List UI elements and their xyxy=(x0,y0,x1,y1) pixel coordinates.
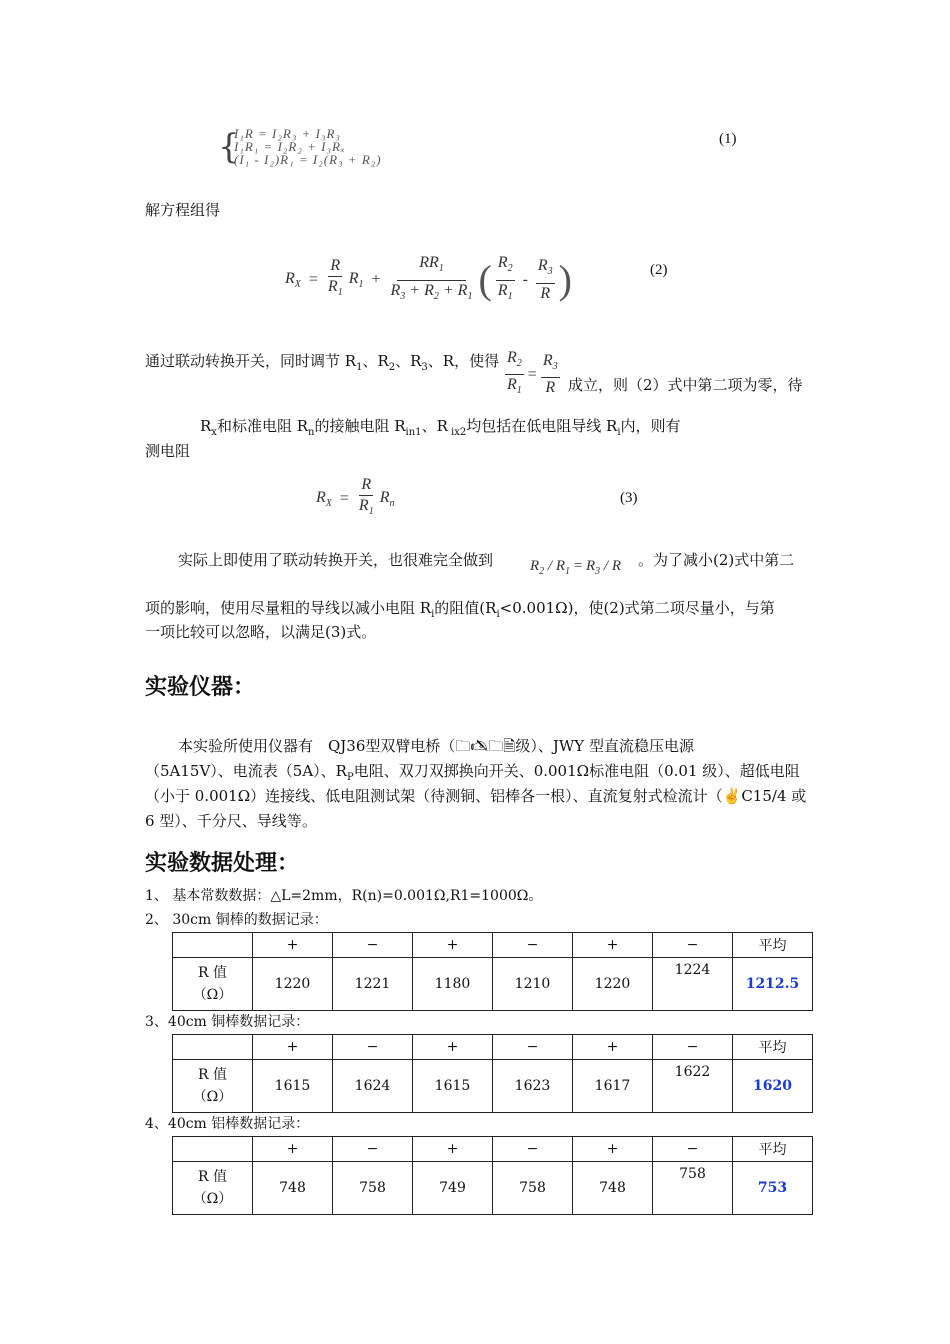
table-header-cell xyxy=(173,1137,253,1162)
table-cell: 1220 xyxy=(253,958,333,1011)
instruments-line: 本实验所使用仪器有 QJ36型双臂电桥（🗀🖎🗀🗎级）、JWY 型直流稳压电源 xyxy=(178,737,694,755)
equation-1-line: (I₁ - I₂)R₁ = I₂(R₃ + R₂) xyxy=(234,152,382,167)
table-cell: 758 xyxy=(493,1162,573,1215)
table-header-cell: 平均 xyxy=(733,1137,813,1162)
table-cell: 1617 xyxy=(573,1060,653,1113)
table-header-cell: + xyxy=(573,1137,653,1162)
paragraph-linked-switch-cont: 成立，则（2）式中第二项为零，待 xyxy=(568,376,803,394)
table-header-cell: − xyxy=(493,933,573,958)
ratio-equation-inline: $\frac{R_2}{R_1}$ = $\frac{R_3}{R}$ xyxy=(507,349,558,397)
paragraph-practical-cont: 。为了减小(2)式中第二 xyxy=(638,551,795,569)
table-cell: 1221 xyxy=(333,958,413,1011)
table-header-cell: 平均 xyxy=(733,933,813,958)
table-header-cell: − xyxy=(493,1035,573,1060)
table-3-caption: 4、40cm 铝棒数据记录： xyxy=(145,1116,310,1132)
equation-3: $R_X$ = $\frac{R}{R_1}$ $R_n$ xyxy=(316,476,395,518)
table-header-cell: − xyxy=(493,1137,573,1162)
equation-2-number: (2) xyxy=(650,262,668,278)
average-cell: 1620 xyxy=(733,1060,813,1113)
equation-1-number: (1) xyxy=(719,131,737,147)
section-title-instruments: 实验仪器： xyxy=(145,675,256,700)
data-table-40cm-aluminum xyxy=(172,1136,813,1215)
equation-1 xyxy=(218,128,568,168)
table-cell: 1615 xyxy=(413,1060,493,1113)
table-header-cell: + xyxy=(253,1137,333,1162)
table-cell: 1624 xyxy=(333,1060,413,1113)
paragraph-practical-line3: 一项比较可以忽略，以满足(3)式。 xyxy=(145,623,377,641)
table-2-caption: 3、40cm 铜棒数据记录： xyxy=(145,1014,310,1030)
table-header-cell: + xyxy=(413,1137,493,1162)
table-header-cell: + xyxy=(413,933,493,958)
table-header-cell: − xyxy=(333,1035,413,1060)
instruments-line: （5A15V）、电流表（5A）、$R_P$电阻、双刀双掷换向开关、0.001Ω标准电阻（0.01 级）、超低电阻 xyxy=(145,762,800,783)
table-cell: 1224 xyxy=(653,958,733,1011)
table-header-cell: − xyxy=(653,933,733,958)
table-cell: 1220 xyxy=(573,958,653,1011)
table-cell: 748 xyxy=(253,1162,333,1215)
table-cell: 1622 xyxy=(653,1060,733,1113)
table-header-cell: + xyxy=(253,933,333,958)
constants-line: 1、 基本常数数据：△L=2mm，R(n)=0.001Ω,R1=1000Ω。 xyxy=(145,888,543,904)
table-cell: 1210 xyxy=(493,958,573,1011)
table-cell: 749 xyxy=(413,1162,493,1215)
paragraph-contact-resistance: $R_x$和标准电阻 $R_n$的接触电阻 $R_{in1}$、R $_{ix2}$均包括在低电阻导线 $R_i$内，则有 xyxy=(200,417,681,438)
instruments-line: 6 型）、千分尺、导线等。 xyxy=(145,812,317,830)
ratio-inline-2: $R_2 / R_1 = R_3 / R$ xyxy=(530,558,621,577)
paragraph-practical: 实际上即使用了联动转换开关，也很难完全做到 xyxy=(178,551,494,569)
table-cell: 1180 xyxy=(413,958,493,1011)
table-cell: 1623 xyxy=(493,1060,573,1113)
paragraph-practical-line2: 项的影响，使用尽量粗的导线以减小电阻 $R_i$的阻值$(R_i<0.001\Omega)$，使(2)式第二项尽量小，与第 xyxy=(145,599,775,620)
row-label: R 值 （Ω） xyxy=(173,958,253,1011)
equation-1-line: I₁R₁ = I₂R₂ + I₃Rₓ xyxy=(234,139,346,154)
average-cell: 1212.5 xyxy=(733,958,813,1011)
table-header-cell: − xyxy=(653,1035,733,1060)
data-table-40cm-copper xyxy=(172,1034,813,1113)
table-1-caption: 2、 30cm 铜棒的数据记录： xyxy=(145,912,328,928)
table-cell: 758 xyxy=(653,1162,733,1215)
table-header-cell: + xyxy=(573,1035,653,1060)
row-label: R 值 （Ω） xyxy=(173,1060,253,1113)
table-cell: 748 xyxy=(573,1162,653,1215)
table-header-cell: 平均 xyxy=(733,1035,813,1060)
table-header-cell: − xyxy=(333,1137,413,1162)
table-header-cell: + xyxy=(253,1035,333,1060)
solve-text: 解方程组得 xyxy=(145,201,221,219)
paragraph-measured-resistance: 测电阻 xyxy=(145,442,191,460)
equation-1-line: I₁R = I₂R₃ + I₃R₃ xyxy=(234,126,341,141)
table-header-cell: − xyxy=(333,933,413,958)
table-cell: 1615 xyxy=(253,1060,333,1113)
table-header-cell: + xyxy=(413,1035,493,1060)
table-header-cell xyxy=(173,1035,253,1060)
data-table-30cm-copper xyxy=(172,932,813,1011)
equation-2: $R_X$ = $\frac{R}{R_1}$ $R_1$ + $\frac{RR_1}{R_3 + R_2 + R_1}$ ( $\frac{R_2}{R_1}$ - $\frac{R_3}{R}$ ) xyxy=(285,254,572,302)
paragraph-linked-switch: 通过联动转换开关，同时调节 $R_1$、$R_2$、$R_3$、R，使得 xyxy=(145,352,500,373)
table-header-cell: − xyxy=(653,1137,733,1162)
table-cell: 758 xyxy=(333,1162,413,1215)
equation-3-number: (3) xyxy=(620,490,638,506)
table-header-cell: + xyxy=(573,933,653,958)
table-header-cell xyxy=(173,933,253,958)
average-cell: 753 xyxy=(733,1162,813,1215)
instruments-line: （小于 0.001Ω）连接线、低电阻测试架（待测铜、铝棒各一根）、直流复射式检流计（✌C15/4 或 xyxy=(145,787,807,805)
section-title-data: 实验数据处理： xyxy=(145,851,300,876)
row-label: R 值 （Ω） xyxy=(173,1162,253,1215)
brace-glyph: { xyxy=(218,127,240,167)
